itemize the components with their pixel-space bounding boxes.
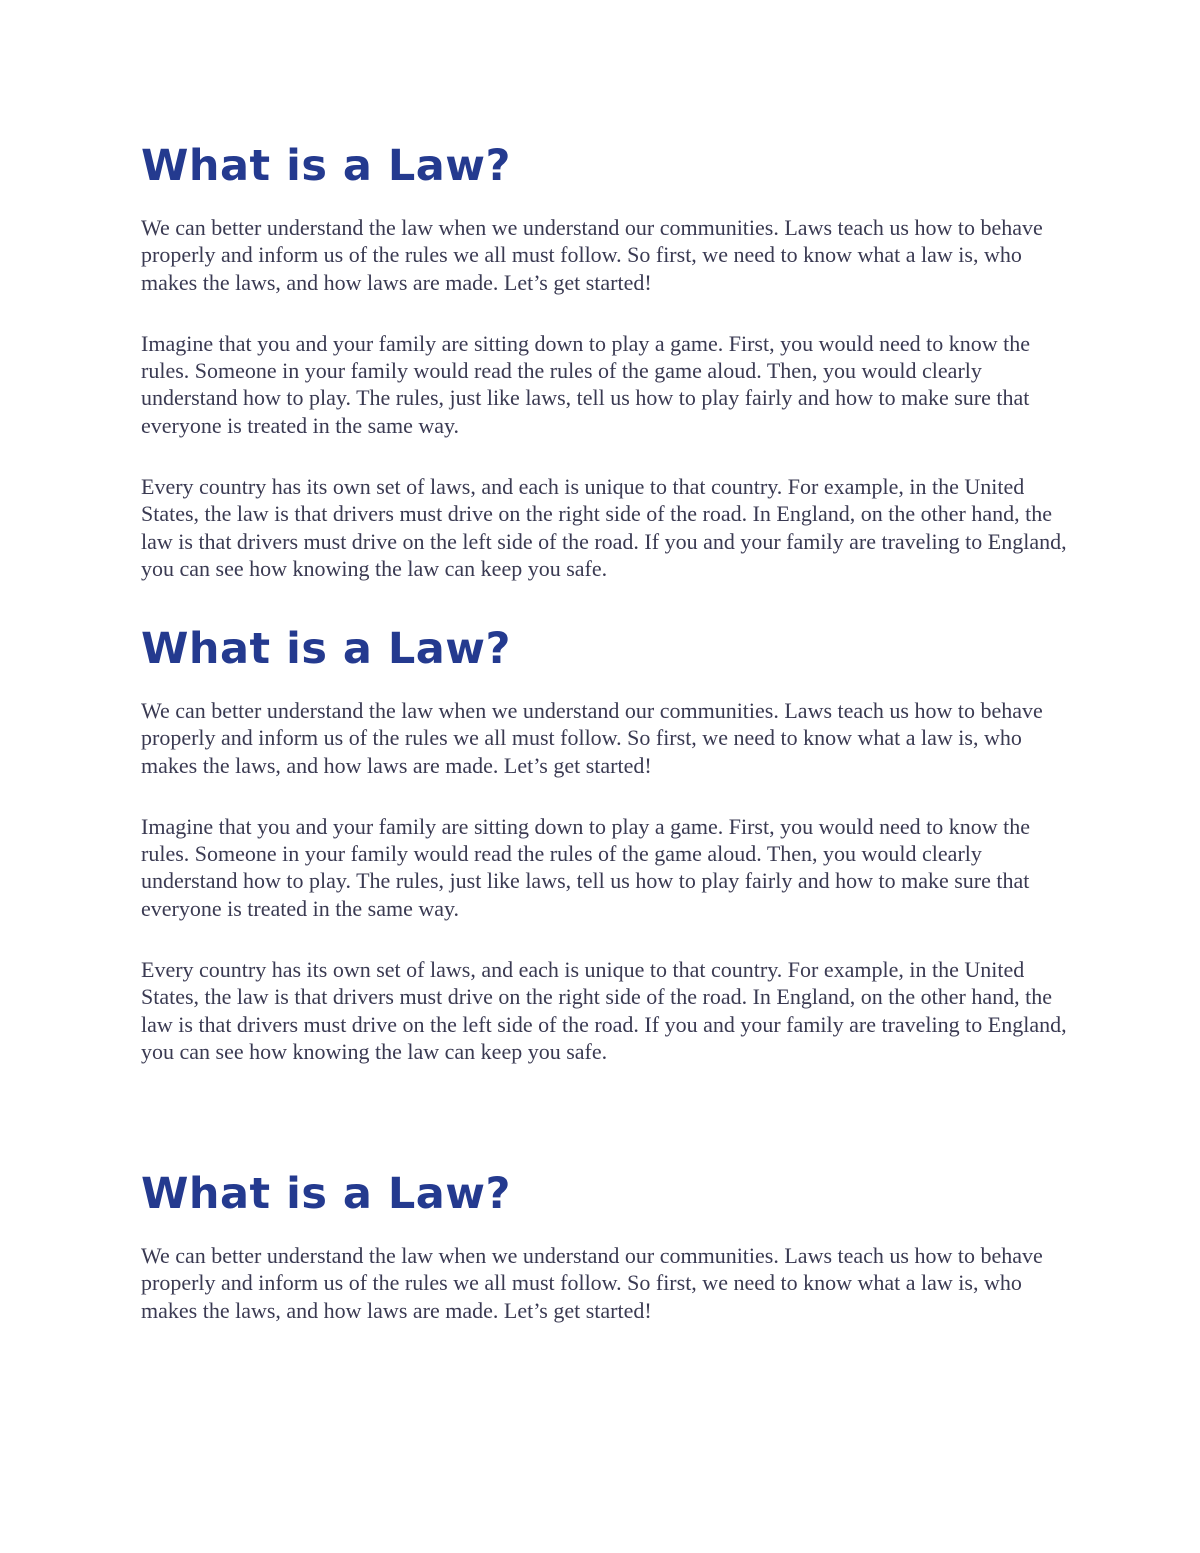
section-heading: What is a Law?: [141, 141, 511, 191]
paragraph: Imagine that you and your family are sitting down to play a game. First, you would need to know the rules. Someone in your family would read the rules of the game aloud. Then, you would clearly understand how to play. The rules, just like laws, tell us how to play fairly and how to make sure that everyone is treated in the same way.: [141, 813, 1030, 921]
section-what-is-a-law-1: [141, 141, 1071, 582]
paragraph: Every country has its own set of laws, and each is unique to that country. For example, in the United States, the law is that drivers must drive on the right side of the road. In England, on the other hand, the law is that drivers must drive on the left side of the road. If you and your family are traveling to England, you can see how knowing the law can keep you safe.: [141, 474, 1067, 581]
section-heading: What is a Law?: [141, 1169, 511, 1219]
paragraph: We can better understand the law when we understand our communities. Laws teach us how to behave properly and inform us of the rules we all must follow. So first, we need to know what a law is, who makes the laws, and how laws are made. Let’s get started!: [141, 698, 1043, 778]
paragraph: Imagine that you and your family are sitting down to play a game. First, you would need to know the rules. Someone in your family would read the rules of the game aloud. Then, you would clearly understand how to play. The rules, just like laws, tell us how to play fairly and how to make sure that everyone is treated in the same way.: [141, 330, 1030, 438]
section-what-is-a-law-2: [141, 624, 1071, 1065]
paragraph: Every country has its own set of laws, and each is unique to that country. For example, in the United States, the law is that drivers must drive on the right side of the road. In England, on the other hand, the law is that drivers must drive on the left side of the road. If you and your family are traveling to England, you can see how knowing the law can keep you safe.: [141, 957, 1067, 1064]
section-heading: What is a Law?: [141, 624, 511, 674]
paragraph: We can better understand the law when we understand our communities. Laws teach us how to behave properly and inform us of the rules we all must follow. So first, we need to know what a law is, who makes the laws, and how laws are made. Let’s get started!: [141, 1243, 1043, 1323]
paragraph: We can better understand the law when we understand our communities. Laws teach us how to behave properly and inform us of the rules we all must follow. So first, we need to know what a law is, who makes the laws, and how laws are made. Let’s get started!: [141, 215, 1043, 295]
section-what-is-a-law-3: [141, 1169, 1071, 1324]
